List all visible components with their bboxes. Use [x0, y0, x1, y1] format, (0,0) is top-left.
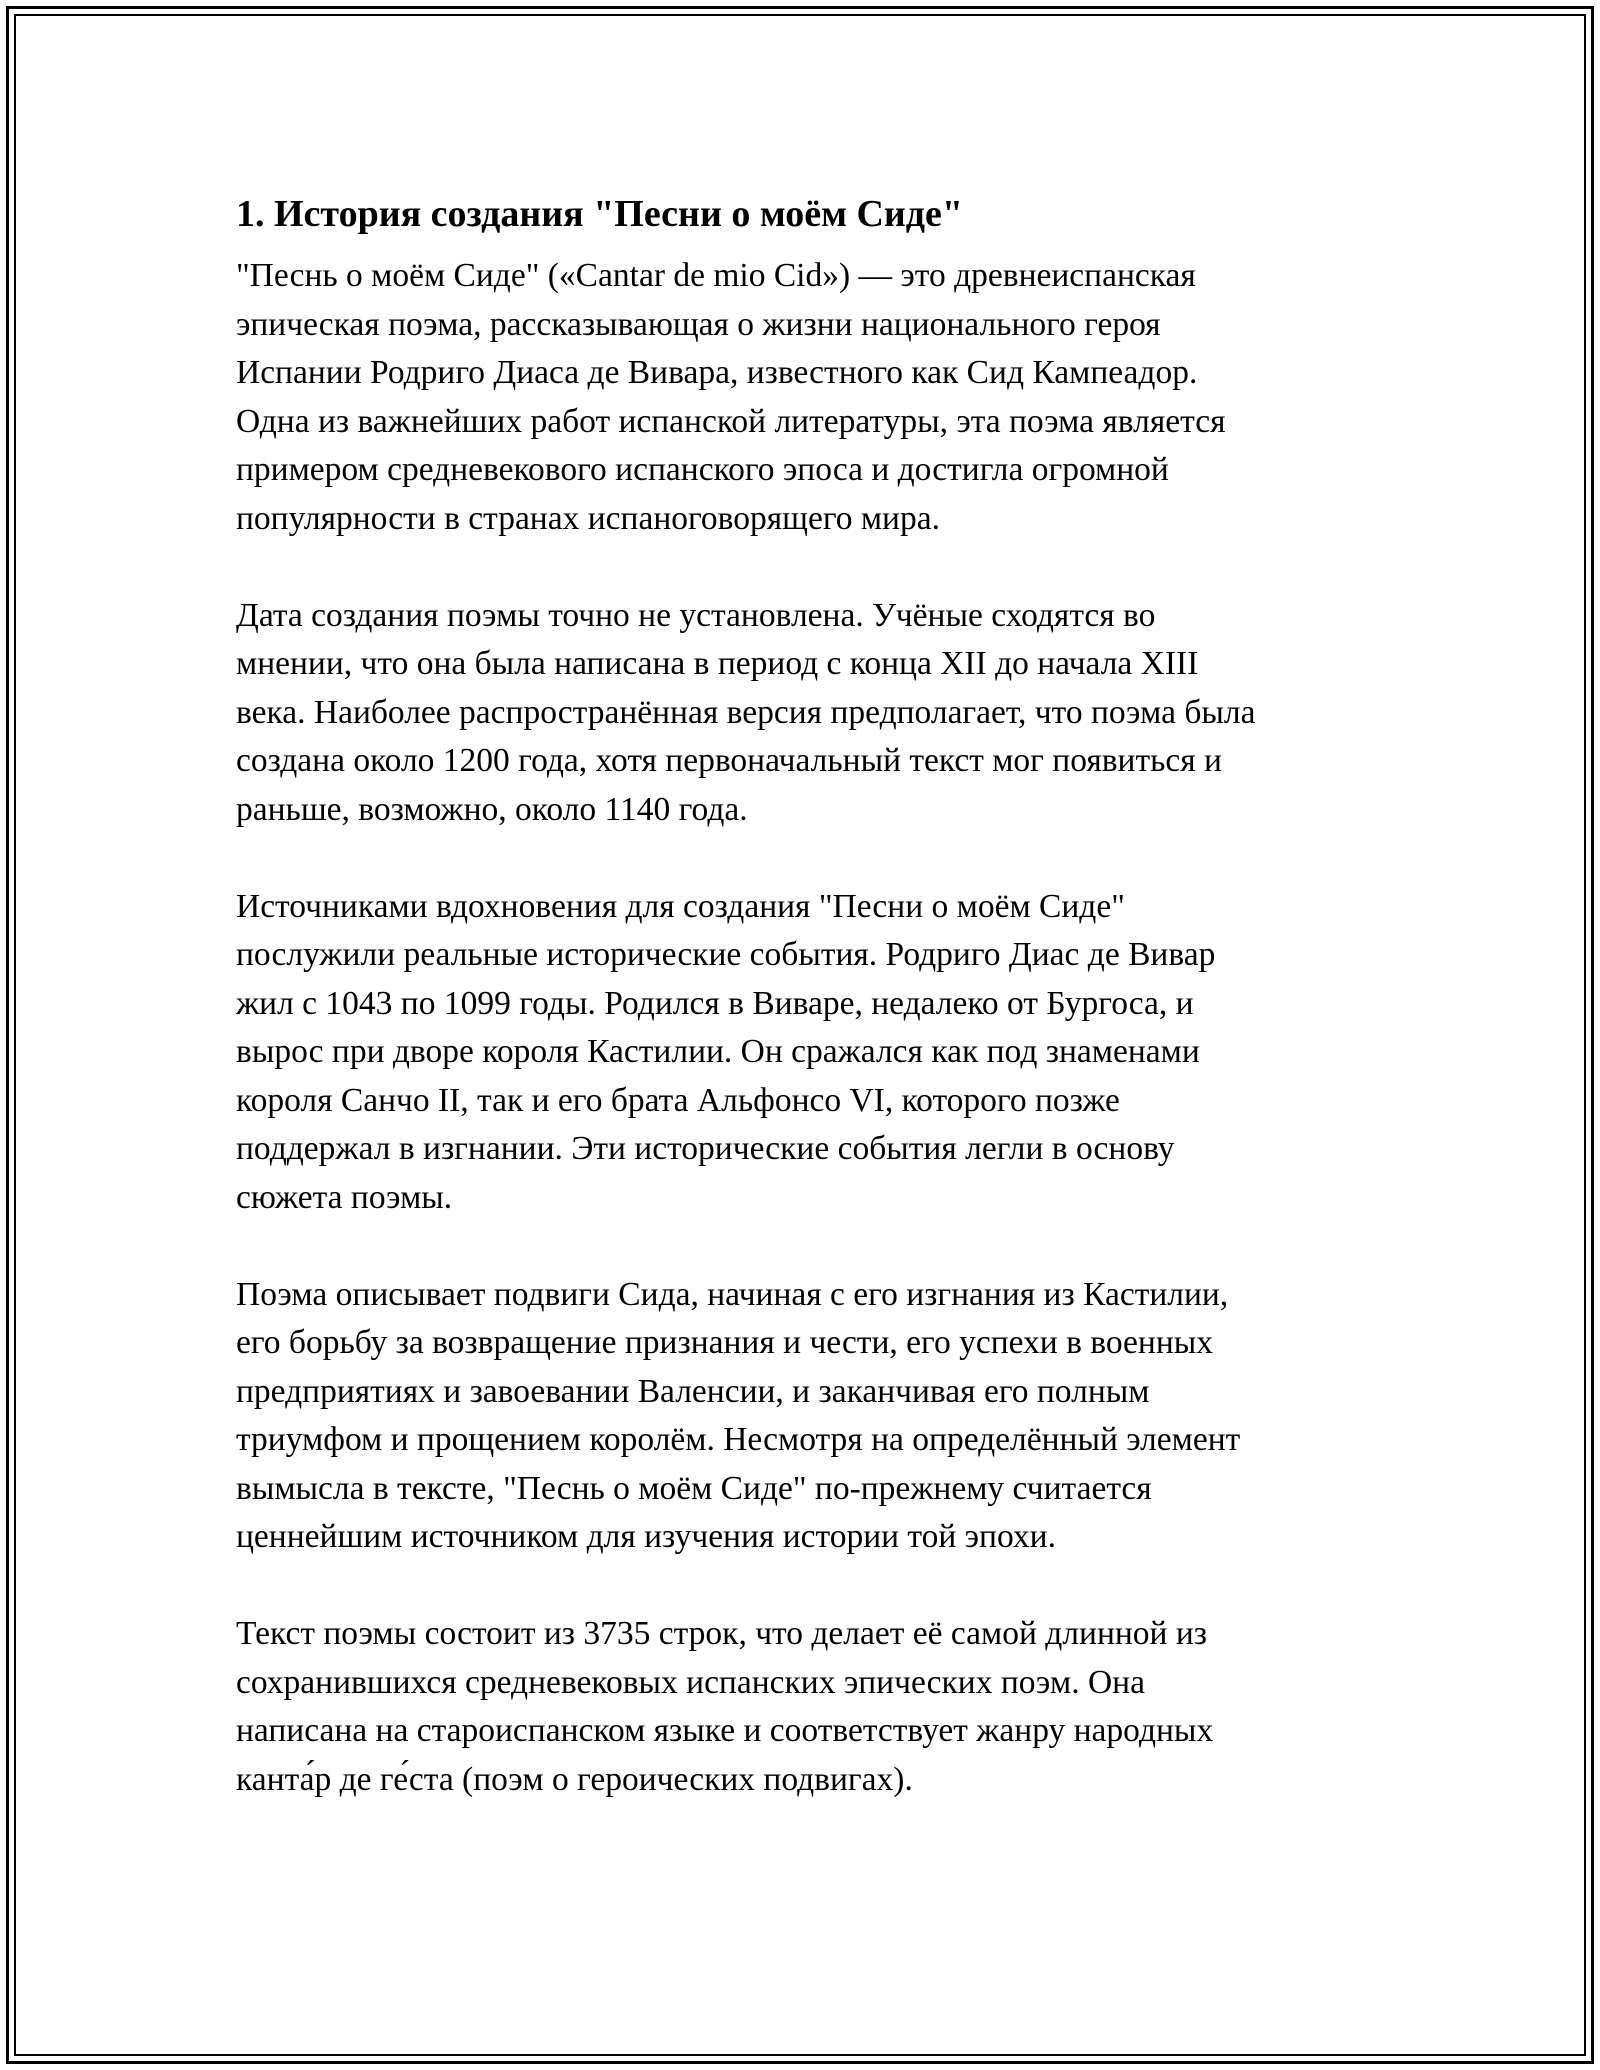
- paragraph-line: Испании Родриго Диаса де Вивара, известного как Сид Кампеадор.: [236, 354, 1198, 391]
- paragraph-dating: [236, 592, 1416, 835]
- paragraph-line: предприятиях и завоевании Валенсии, и заканчивая его полным: [236, 1372, 1150, 1410]
- paragraph-line: века. Наиболее распространённая версия предполагает, что поэма была: [236, 693, 1256, 731]
- paragraph-line: примером средневекового испанского эпоса и достигла огромной: [236, 451, 1169, 488]
- paragraph-line: канта́р де ге́ста (поэм о героических подвигах).: [236, 1760, 913, 1798]
- paragraph-line: его борьбу за возвращение признания и чести, его успехи в военных: [236, 1324, 1214, 1361]
- paragraph-text-structure: [236, 1610, 1416, 1804]
- paragraph-line: поддержал в изгнании. Эти исторические события легли в основу: [236, 1130, 1175, 1167]
- paragraph-spacer: [236, 1562, 1416, 1611]
- paragraph-line: написана на староиспанском языке и соответствует жанру народных: [236, 1712, 1214, 1749]
- paragraph-line: жил с 1043 по 1099 годы. Родился в Виваре, недалеко от Бургоса, и: [236, 984, 1194, 1022]
- paragraph-line: вымысла в тексте, "Песнь о моём Сиде" по-прежнему считается: [236, 1469, 1152, 1507]
- paragraph-line: Текст поэмы состоит из 3735 строк, что делает её самой длинной из: [236, 1615, 1208, 1652]
- paragraph-line: послужили реальные исторические события. Родриго Диас де Вивар: [236, 936, 1216, 973]
- paragraph-line: Источниками вдохновения для создания "Песни о моём Сиде": [236, 887, 1125, 925]
- paragraph-spacer: [236, 543, 1416, 592]
- paragraph-line: короля Санчо II, так и его брата Альфонсо VI, которого позже: [236, 1081, 1120, 1119]
- paragraph-spacer: [236, 834, 1416, 883]
- paragraph-line: раньше, возможно, около 1140 года.: [236, 790, 748, 828]
- paragraph-line: мнении, что она была написана в период с конца XII до начала XIII: [236, 645, 1199, 682]
- paragraph-line: Дата создания поэмы точно не установлена. Учёные сходятся во: [236, 596, 1156, 634]
- paragraph-introduction: [236, 252, 1416, 543]
- paragraph-line: Одна из важнейших работ испанской литературы, эта поэма является: [236, 402, 1226, 440]
- paragraph-line: эпическая поэма, рассказывающая о жизни национального героя: [236, 305, 1161, 343]
- paragraph-sources: [236, 883, 1416, 1223]
- section-heading: 1. История создания "Песни о моём Сиде": [236, 193, 963, 235]
- paragraph-line: "Песнь о моём Сиде" («Cantar de mio Cid») — это древнеиспанская: [236, 257, 1196, 294]
- paragraph-spacer: [236, 1222, 1416, 1271]
- document-body: [236, 182, 1416, 1804]
- paragraph-line: популярности в странах испаноговорящего мира.: [236, 499, 940, 537]
- paragraph-line: ценнейшим источником для изучения истории той эпохи.: [236, 1518, 1056, 1555]
- paragraph-line: создана около 1200 года, хотя первоначальный текст мог появиться и: [236, 742, 1222, 779]
- paragraph-line: триумфом и прощением королём. Несмотря на определённый элемент: [236, 1421, 1241, 1458]
- paragraph-line: сохранившихся средневековых испанских эпических поэм. Она: [236, 1663, 1145, 1701]
- paragraph-line: сюжета поэмы.: [236, 1178, 453, 1216]
- paragraph-line: Поэма описывает подвиги Сида, начиная с его изгнания из Кастилии,: [236, 1275, 1229, 1313]
- paragraph-plot: [236, 1271, 1416, 1562]
- paragraph-line: вырос при дворе короля Кастилии. Он сражался как под знаменами: [236, 1033, 1200, 1070]
